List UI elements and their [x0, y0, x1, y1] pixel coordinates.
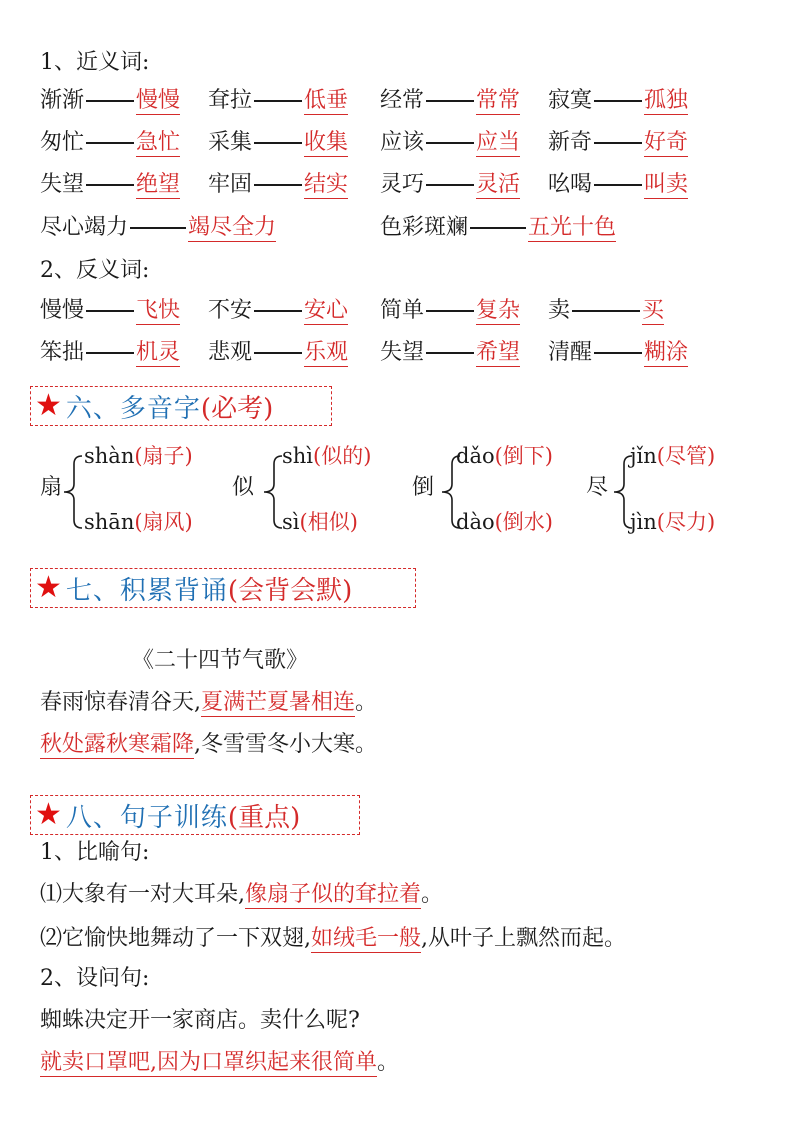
- word: 失望: [40, 172, 85, 197]
- word-pair: [208, 86, 348, 116]
- answer-word: 收集: [304, 130, 349, 155]
- word-pair: [380, 170, 520, 200]
- example-word: (似的): [313, 444, 372, 468]
- polyphone-reading: [282, 442, 371, 470]
- section-8-banner: [30, 795, 360, 835]
- word: 耷拉: [208, 88, 253, 113]
- example-word: (相似): [299, 510, 358, 534]
- word-pair: [548, 338, 688, 368]
- poem-title: 《二十四节气歌》: [132, 648, 309, 673]
- answer-word: 慢慢: [136, 88, 181, 113]
- answer-word: 应当: [476, 130, 521, 155]
- pinyin: sì: [282, 510, 300, 534]
- pinyin: shān: [84, 510, 135, 534]
- word: 慢慢: [40, 298, 85, 323]
- word: 卖: [548, 298, 571, 323]
- pinyin: jǐn: [630, 444, 657, 468]
- word-pair: [548, 296, 664, 326]
- polyphone-char: 扇: [40, 475, 63, 500]
- polyphone-char: 倒: [412, 475, 435, 500]
- word: 牢固: [208, 172, 253, 197]
- word: 不安: [208, 298, 253, 323]
- answer-word: 飞快: [136, 298, 181, 323]
- example-word: (扇风): [134, 510, 193, 534]
- answer-word: 机灵: [136, 340, 181, 365]
- answer-word: 常常: [476, 88, 521, 113]
- polyphone-reading: [84, 442, 193, 470]
- polyphone-char: 尽: [586, 475, 609, 500]
- answer-word: 孤独: [644, 88, 689, 113]
- section-8-note: (重点): [227, 802, 301, 833]
- polyphone-reading: [282, 508, 358, 536]
- section-6-banner: [30, 386, 332, 426]
- answer-word: 低垂: [304, 88, 349, 113]
- word-pair: [40, 296, 180, 326]
- pinyin: dào: [456, 510, 495, 534]
- word-pair: [208, 170, 348, 200]
- word: 清醒: [548, 340, 593, 365]
- word-pair: [40, 338, 180, 368]
- rhetorical-question: 蜘蛛决定开一家商店。卖什么呢?: [40, 1008, 360, 1033]
- word-pair: [208, 128, 348, 158]
- pinyin: dǎo: [456, 444, 495, 468]
- word: 经常: [380, 88, 425, 113]
- word-pair: [548, 170, 688, 200]
- pinyin: shì: [282, 444, 314, 468]
- section-8-title: 八、句子训练: [65, 802, 228, 833]
- polyphone-reading: [630, 508, 715, 536]
- section-6-note: (必考): [200, 393, 274, 424]
- section-7-title: 七、积累背诵: [65, 575, 228, 606]
- word-pair: [40, 128, 180, 158]
- word-pair: [40, 86, 180, 116]
- pinyin: jìn: [630, 510, 657, 534]
- word-pair: [208, 338, 348, 368]
- word: 灵巧: [380, 172, 425, 197]
- word-pair: [208, 296, 348, 326]
- answer-word: 安心: [304, 298, 349, 323]
- word-pair: [380, 128, 520, 158]
- example-word: (倒水): [494, 510, 553, 534]
- star-icon: ★: [35, 570, 62, 605]
- polyphone-char: 似: [232, 475, 255, 500]
- word: 采集: [208, 130, 253, 155]
- metaphor-sentence-2: ⑵它愉快地舞动了一下双翅,如绒毛一般,从叶子上飘然而起。: [40, 926, 627, 951]
- metaphor-sentence-1: ⑴大象有一对大耳朵,像扇子似的耷拉着。: [40, 882, 444, 907]
- pinyin: shàn: [84, 444, 135, 468]
- example-word: (扇子): [134, 444, 193, 468]
- word: 应该: [380, 130, 425, 155]
- answer-word: 好奇: [644, 130, 689, 155]
- polyphone-reading: [84, 508, 193, 536]
- synonym-long-pair-1: 尽心竭力 竭尽全力: [40, 215, 277, 240]
- word-pair: [548, 128, 688, 158]
- example-word: (倒下): [494, 444, 553, 468]
- word: 匆忙: [40, 130, 85, 155]
- answer-word: 买: [642, 298, 665, 323]
- word: 失望: [380, 340, 425, 365]
- word-pair: [40, 170, 180, 200]
- brace-icon: [262, 454, 284, 530]
- metaphor-heading: 1、比喻句:: [40, 840, 150, 865]
- answer-word: 叫卖: [644, 172, 689, 197]
- antonym-heading: 2、反义词:: [40, 258, 150, 283]
- section-7-note: (会背会默): [227, 575, 353, 606]
- answer-word: 灵活: [476, 172, 521, 197]
- word: 渐渐: [40, 88, 85, 113]
- word: 悲观: [208, 340, 253, 365]
- answer-word: 结实: [304, 172, 349, 197]
- rhetorical-heading: 2、设问句:: [40, 966, 150, 991]
- star-icon: ★: [35, 388, 62, 423]
- word-pair: [380, 338, 520, 368]
- section-6-title: 六、多音字: [65, 393, 201, 424]
- word-pair: [380, 86, 520, 116]
- polyphone-reading: [456, 442, 553, 470]
- poem-line-2: 秋处露秋寒霜降,冬雪雪冬小大寒。: [40, 732, 378, 757]
- polyphone-reading: [456, 508, 553, 536]
- section-7-banner: [30, 568, 416, 608]
- star-icon: ★: [35, 797, 62, 832]
- poem-line-1: 春雨惊春清谷天,夏满芒夏暑相连。: [40, 690, 378, 715]
- answer-word: 急忙: [136, 130, 181, 155]
- word: 寂寞: [548, 88, 593, 113]
- word: 简单: [380, 298, 425, 323]
- answer-word: 希望: [476, 340, 521, 365]
- word: 新奇: [548, 130, 593, 155]
- answer-word: 复杂: [476, 298, 521, 323]
- synonym-long-pair-2: 色彩斑斓 五光十色: [380, 215, 617, 240]
- synonym-heading: 1、近义词:: [40, 50, 150, 75]
- word-pair: [380, 296, 520, 326]
- word-pair: [548, 86, 688, 116]
- word: 吆喝: [548, 172, 593, 197]
- answer-word: 糊涂: [644, 340, 689, 365]
- brace-icon: [62, 454, 84, 530]
- example-word: (尽管): [656, 444, 716, 468]
- example-word: (尽力): [656, 510, 716, 534]
- word: 笨拙: [40, 340, 85, 365]
- answer-word: 乐观: [304, 340, 349, 365]
- rhetorical-answer: 就卖口罩吧,因为口罩织起来很简单。: [40, 1050, 400, 1075]
- polyphone-reading: [630, 442, 715, 470]
- answer-word: 绝望: [136, 172, 181, 197]
